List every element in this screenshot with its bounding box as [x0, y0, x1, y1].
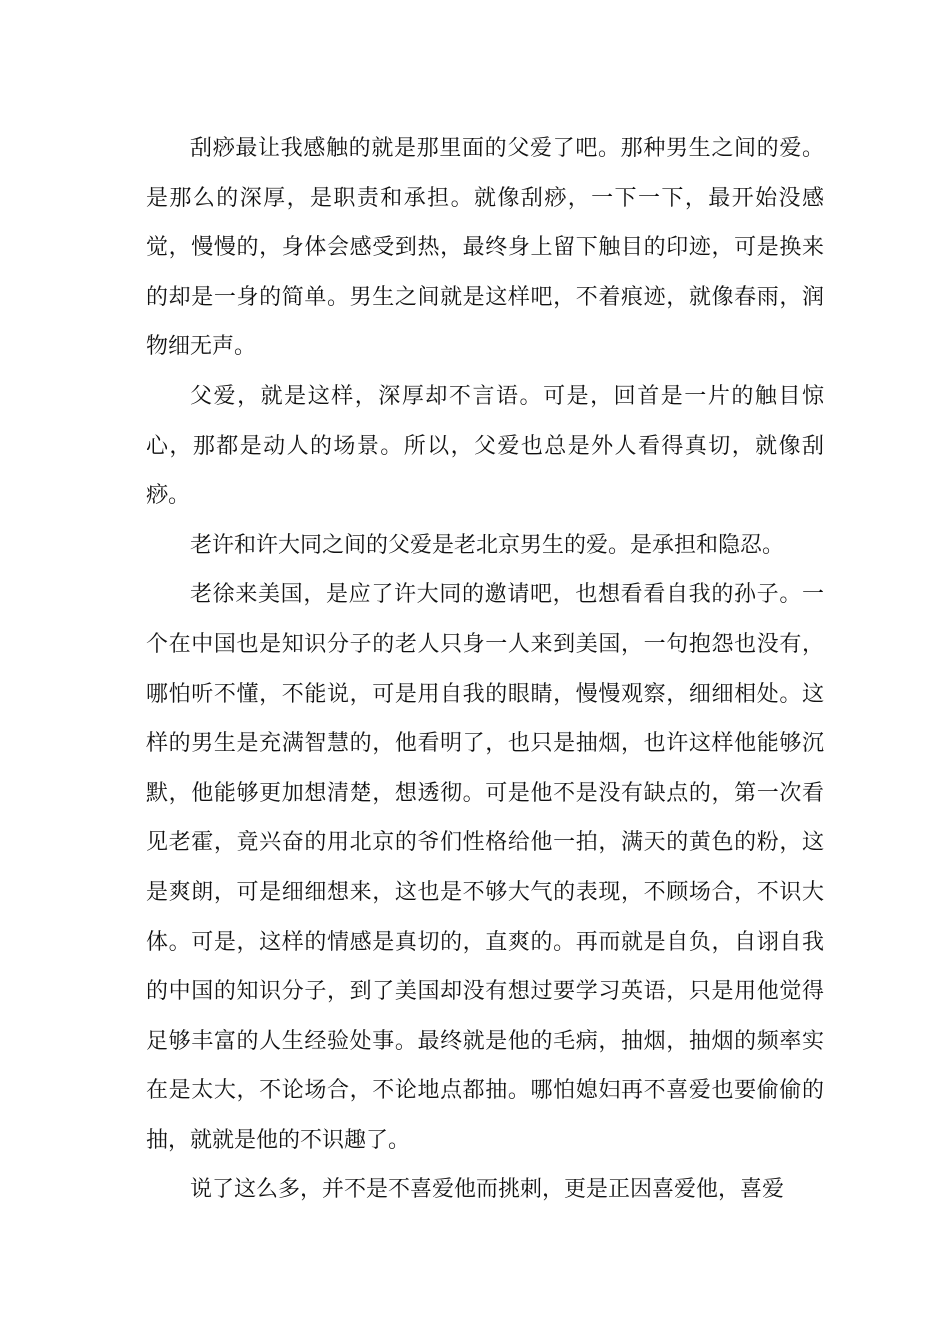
paragraph-3: 老许和许大同之间的父爱是老北京男生的爱。是承担和隐忍。: [190, 532, 785, 558]
paragraph-2: 父爱，就是这样，深厚却不言语。可是，回首是一片的触目惊心，那都是动人的场景。所以，父爱也总是外人看得真切，就像刮痧。: [146, 383, 824, 509]
document-body: [146, 124, 824, 1215]
paragraph-5: 说了这么多，并不是不喜爱他而挑刺，更是正因喜爱他，喜爱: [190, 1177, 785, 1203]
paragraph-4: 老徐来美国，是应了许大同的邀请吧，也想看看自我的孙子。一个在中国也是知识分子的老人只身一人来到美国，一句抱怨也没有，哪怕听不懂，不能说，可是用自我的眼睛，慢慢观察，细细相处。这样的男生是充满智慧的，他看明了，也只是抽烟，也许这样他能够沉默，他能够更加想清楚，想透彻。可是他不是没有缺点的，第一次看见老霍，竟兴奋的用北京的爷们性格给他一拍，满天的黄色的粉，这是爽朗，可是细细想来，这也是不够大气的表现，不顾场合，不识大体。可是，这样的情感是真切的，直爽的。再而就是自负，自诩自我的中国的知识分子，到了美国却没有想过要学习英语，只是用他觉得足够丰富的人生经验处事。最终就是他的毛病，抽烟，抽烟的频率实在是太大，不论场合，不论地点都抽。哪怕媳妇再不喜爱也要偷偷的抽，就就是他的不识趣了。: [146, 582, 824, 1153]
paragraph-1: 刮痧最让我感触的就是那里面的父爱了吧。那种男生之间的爱。是那么的深厚，是职责和承担。就像刮痧，一下一下，最开始没感觉，慢慢的，身体会感受到热，最终身上留下触目的印迹，可是换来的却是一身的简单。男生之间就是这样吧，不着痕迹，就像春雨，润物细无声。: [146, 136, 824, 360]
